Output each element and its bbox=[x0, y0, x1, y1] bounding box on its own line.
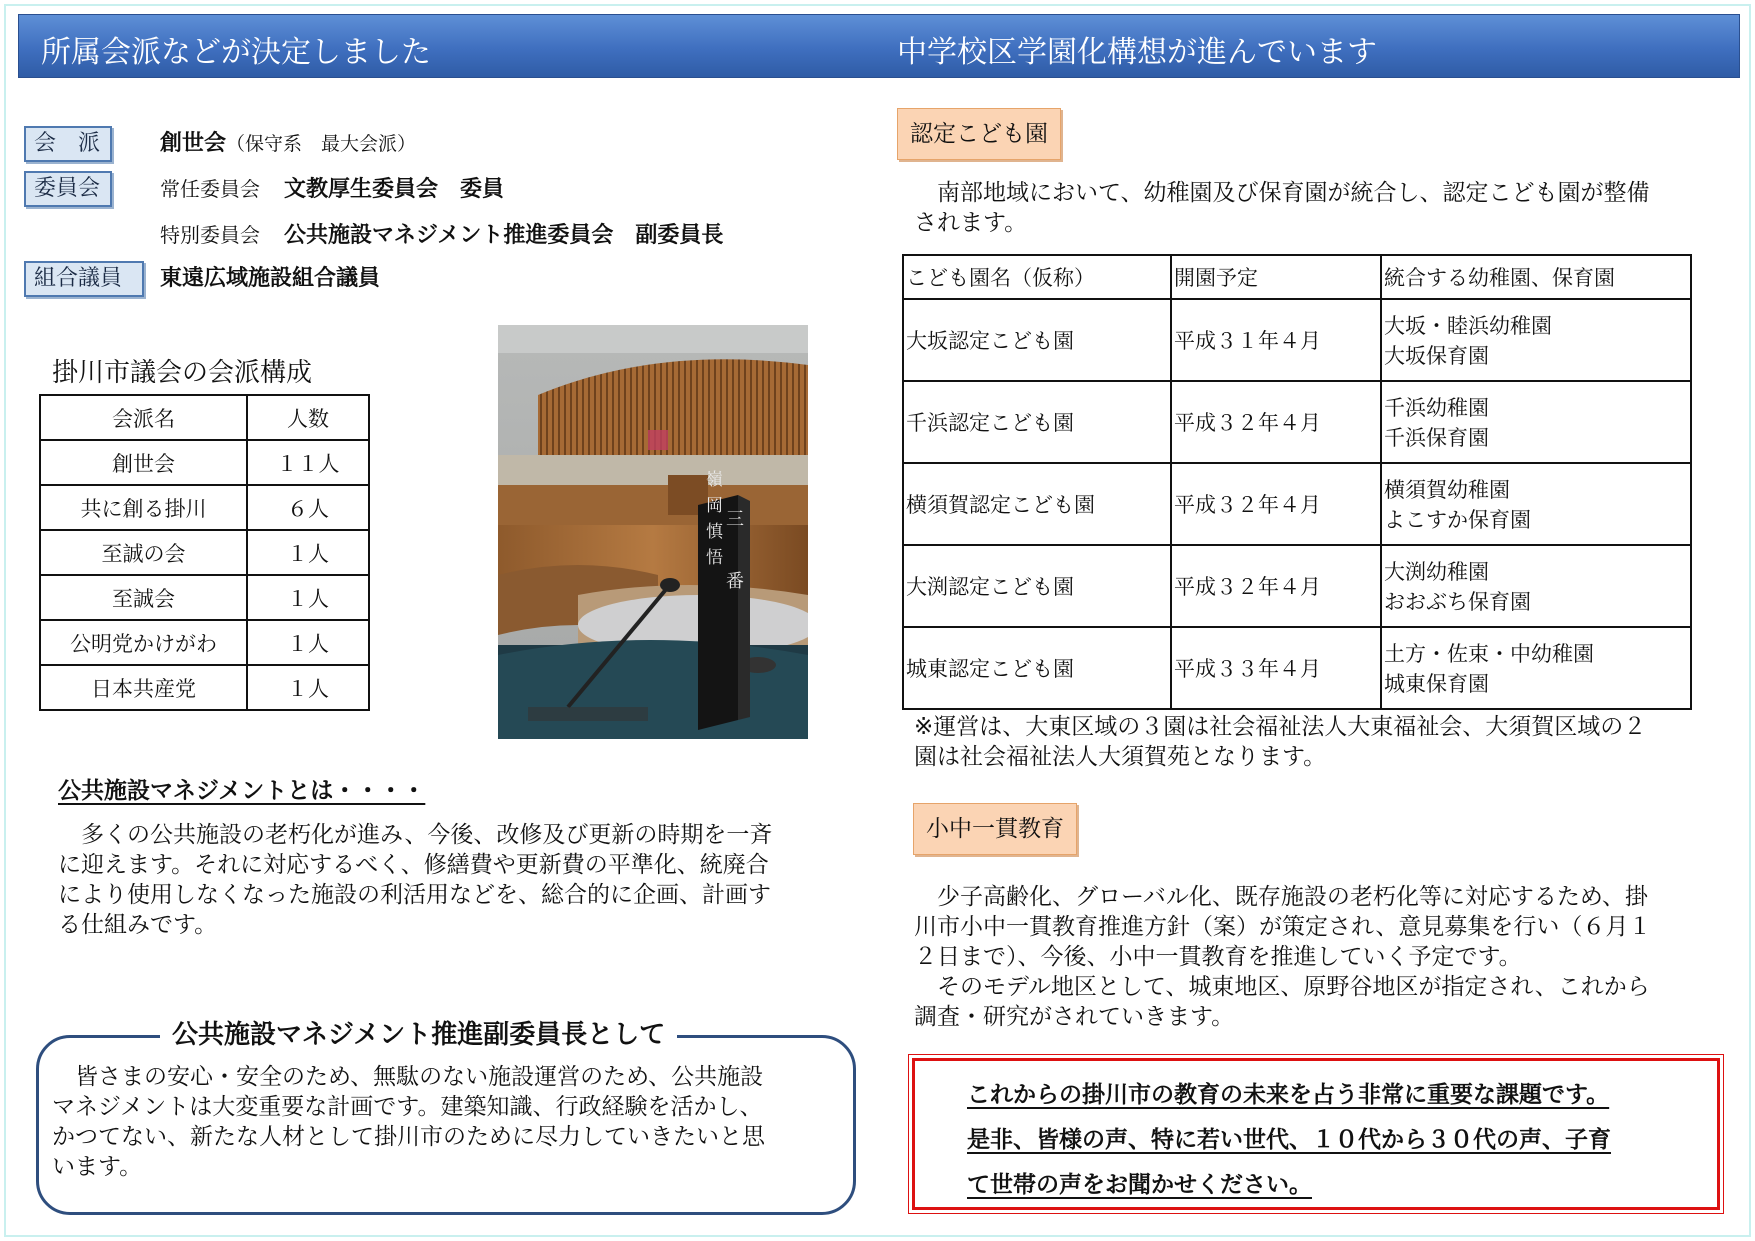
note-line: 園は社会福祉法人大須賀苑となります。 bbox=[914, 744, 1327, 770]
table-row bbox=[903, 627, 1691, 709]
vice-line: 皆さまの安心・安全のため、無駄のない施設運営のため、公共施設 bbox=[52, 1064, 764, 1090]
kodomoen-intro-line: 南部地域において、幼稚園及び保育園が統合し、認定こども園が整備 bbox=[914, 180, 1650, 206]
groups-header-row bbox=[40, 395, 369, 440]
kodomoen-header-row bbox=[903, 255, 1691, 299]
faction-note: （保守系 最大会派） bbox=[226, 133, 417, 155]
kodomoen-intro bbox=[914, 178, 1650, 238]
vice-line: います。 bbox=[52, 1154, 143, 1180]
mgmt-line: る仕組みです。 bbox=[58, 912, 218, 938]
groups-table bbox=[39, 394, 370, 711]
merge-line: 城東保育園 bbox=[1384, 672, 1489, 696]
table-row bbox=[903, 463, 1691, 545]
kodomoen-date: 平成３２年４月 bbox=[1171, 463, 1381, 545]
table-row bbox=[40, 530, 369, 575]
faction-name: 創世会 bbox=[160, 131, 227, 156]
kodomoen-merge bbox=[1381, 299, 1691, 381]
merge-line: おおぶち保育園 bbox=[1384, 590, 1531, 614]
kodomoen-date: 平成３２年４月 bbox=[1171, 381, 1381, 463]
group-count: １人 bbox=[247, 530, 369, 575]
table-row bbox=[40, 575, 369, 620]
merge-line: よこすか保育園 bbox=[1384, 508, 1531, 532]
header-name: こども園名（仮称） bbox=[903, 255, 1171, 299]
header-banner bbox=[18, 14, 1740, 78]
note-line: ※運営は、大東区域の３園は社会福祉法人大東福祉会、大須賀区域の２ bbox=[914, 714, 1647, 740]
group-count: １人 bbox=[247, 665, 369, 710]
ikkan-paragraph bbox=[914, 882, 1651, 1032]
merge-line: 土方・佐束・中幼稚園 bbox=[1384, 642, 1594, 666]
faction-label: 会 派 bbox=[24, 126, 112, 162]
vice-line: マネジメントは大変重要な計画です。建築知識、行政経験を活かし、 bbox=[52, 1094, 763, 1120]
group-name: 至誠会 bbox=[40, 575, 247, 620]
kodomoen-date: 平成３１年４月 bbox=[1171, 299, 1381, 381]
ikkan-label: 小中一貫教育 bbox=[913, 803, 1077, 855]
merge-line: 大渕幼稚園 bbox=[1384, 560, 1489, 584]
callout-text bbox=[967, 1073, 1611, 1208]
standing-committee-value: 文教厚生委員会 委員 bbox=[284, 177, 505, 202]
vice-chair-paragraph bbox=[52, 1062, 765, 1182]
right-section-title: 中学校区学園化構想が進んでいます bbox=[897, 35, 1377, 70]
group-count: １人 bbox=[247, 620, 369, 665]
kodomoen-merge bbox=[1381, 627, 1691, 709]
group-count: １人 bbox=[247, 575, 369, 620]
special-committee-row bbox=[160, 220, 723, 251]
group-name: 日本共産党 bbox=[40, 665, 247, 710]
group-name: 至誠の会 bbox=[40, 530, 247, 575]
table-row bbox=[40, 485, 369, 530]
kodomoen-merge bbox=[1381, 545, 1691, 627]
mgmt-heading: 公共施設マネジメントとは・・・・ bbox=[58, 778, 426, 804]
ikkan-line: そのモデル地区として、城東地区、原野谷地区が指定され、これから bbox=[914, 974, 1650, 1000]
kodomoen-intro-line: されます。 bbox=[914, 210, 1028, 236]
kodomoen-name: 城東認定こども園 bbox=[903, 627, 1171, 709]
group-count: １１人 bbox=[247, 440, 369, 485]
kodomoen-table bbox=[902, 254, 1692, 710]
faction-row bbox=[160, 129, 416, 159]
merge-line: 横須賀幼稚園 bbox=[1384, 478, 1510, 502]
mgmt-paragraph bbox=[58, 820, 772, 940]
nameplate-number-1: 三 bbox=[726, 509, 744, 530]
group-name: 共に創る掛川 bbox=[40, 485, 247, 530]
mgmt-line: に迎えます。それに対応するべく、修繕費や更新費の平準化、統廃合 bbox=[58, 852, 769, 878]
vice-line: かつてない、新たな人材として掛川市のために尽力していきたいと思 bbox=[52, 1124, 765, 1150]
left-section-title: 所属会派などが決定しました bbox=[41, 35, 431, 70]
groups-title: 掛川市議会の会派構成 bbox=[52, 358, 313, 388]
mgmt-line: 多くの公共施設の老朽化が進み、今後、改修及び更新の時期を一斉 bbox=[58, 822, 773, 848]
standing-committee-label: 常任委員会 bbox=[160, 177, 260, 201]
groups-header-name: 会派名 bbox=[40, 395, 247, 440]
merge-line: 千浜幼稚園 bbox=[1384, 396, 1489, 420]
vice-chair-heading: 公共施設マネジメント推進副委員長として bbox=[160, 1020, 677, 1050]
callout-box bbox=[912, 1058, 1720, 1210]
kodomoen-date: 平成３２年４月 bbox=[1171, 545, 1381, 627]
merge-line: 大坂保育園 bbox=[1384, 344, 1489, 368]
standing-committee-row bbox=[160, 174, 504, 205]
table-row bbox=[903, 545, 1691, 627]
nameplate-name-char: 慎 bbox=[706, 522, 723, 542]
mgmt-line: により使用しなくなった施設の利活用などを、総合的に企画、計画す bbox=[58, 882, 771, 908]
callout-line: て世帯の声をお聞かせください。 bbox=[967, 1172, 1312, 1198]
merge-line: 千浜保育園 bbox=[1384, 426, 1489, 450]
kodomoen-merge bbox=[1381, 381, 1691, 463]
special-committee-label: 特別委員会 bbox=[160, 223, 260, 247]
kodomoen-name: 大坂認定こども園 bbox=[903, 299, 1171, 381]
kodomoen-name: 大渕認定こども園 bbox=[903, 545, 1171, 627]
table-row bbox=[903, 299, 1691, 381]
ikkan-line: 少子高齢化、グローバル化、既存施設の老朽化等に対応するため、掛 bbox=[914, 884, 1648, 910]
table-row bbox=[903, 381, 1691, 463]
kodomoen-merge bbox=[1381, 463, 1691, 545]
header-merge: 統合する幼稚園、保育園 bbox=[1381, 255, 1691, 299]
table-row bbox=[40, 665, 369, 710]
kodomoen-date: 平成３３年４月 bbox=[1171, 627, 1381, 709]
ikkan-line: 調査・研究がされていきます。 bbox=[914, 1004, 1235, 1030]
table-row bbox=[40, 440, 369, 485]
callout-line: これからの掛川市の教育の未来を占う非常に重要な課題です。 bbox=[967, 1082, 1610, 1108]
nameplate-number-2: 番 bbox=[726, 571, 744, 592]
union-value: 東遠広域施設組合議員 bbox=[160, 266, 381, 291]
header-date: 開園予定 bbox=[1171, 255, 1381, 299]
special-committee-value: 公共施設マネジメント推進委員会 副委員長 bbox=[284, 223, 724, 248]
assembly-hall-photo bbox=[498, 325, 808, 739]
group-name: 公明党かけがわ bbox=[40, 620, 247, 665]
table-row bbox=[40, 620, 369, 665]
ikkan-line: 川市小中一貫教育推進方針（案）が策定され、意見募集を行い（６月１ bbox=[914, 914, 1652, 940]
nameplate-name-char: 岡 bbox=[706, 496, 723, 516]
nameplate-name-char: 嶺 bbox=[706, 470, 723, 490]
group-name: 創世会 bbox=[40, 440, 247, 485]
group-count: ６人 bbox=[247, 485, 369, 530]
kodomoen-name: 横須賀認定こども園 bbox=[903, 463, 1171, 545]
ikkan-line: ２日まで）、今後、小中一貫教育を推進していく予定です。 bbox=[914, 944, 1522, 970]
merge-line: 大坂・睦浜幼稚園 bbox=[1384, 314, 1552, 338]
kodomoen-name: 千浜認定こども園 bbox=[903, 381, 1171, 463]
union-label: 組合議員 bbox=[24, 261, 144, 297]
kodomoen-label: 認定こども園 bbox=[897, 108, 1061, 160]
callout-line: 是非、皆様の声、特に若い世代、１０代から３０代の声、子育 bbox=[967, 1127, 1611, 1153]
nameplate-name-char: 悟 bbox=[706, 548, 723, 568]
groups-header-count: 人数 bbox=[247, 395, 369, 440]
kodomoen-note bbox=[914, 712, 1646, 772]
committee-label: 委員会 bbox=[24, 171, 112, 207]
